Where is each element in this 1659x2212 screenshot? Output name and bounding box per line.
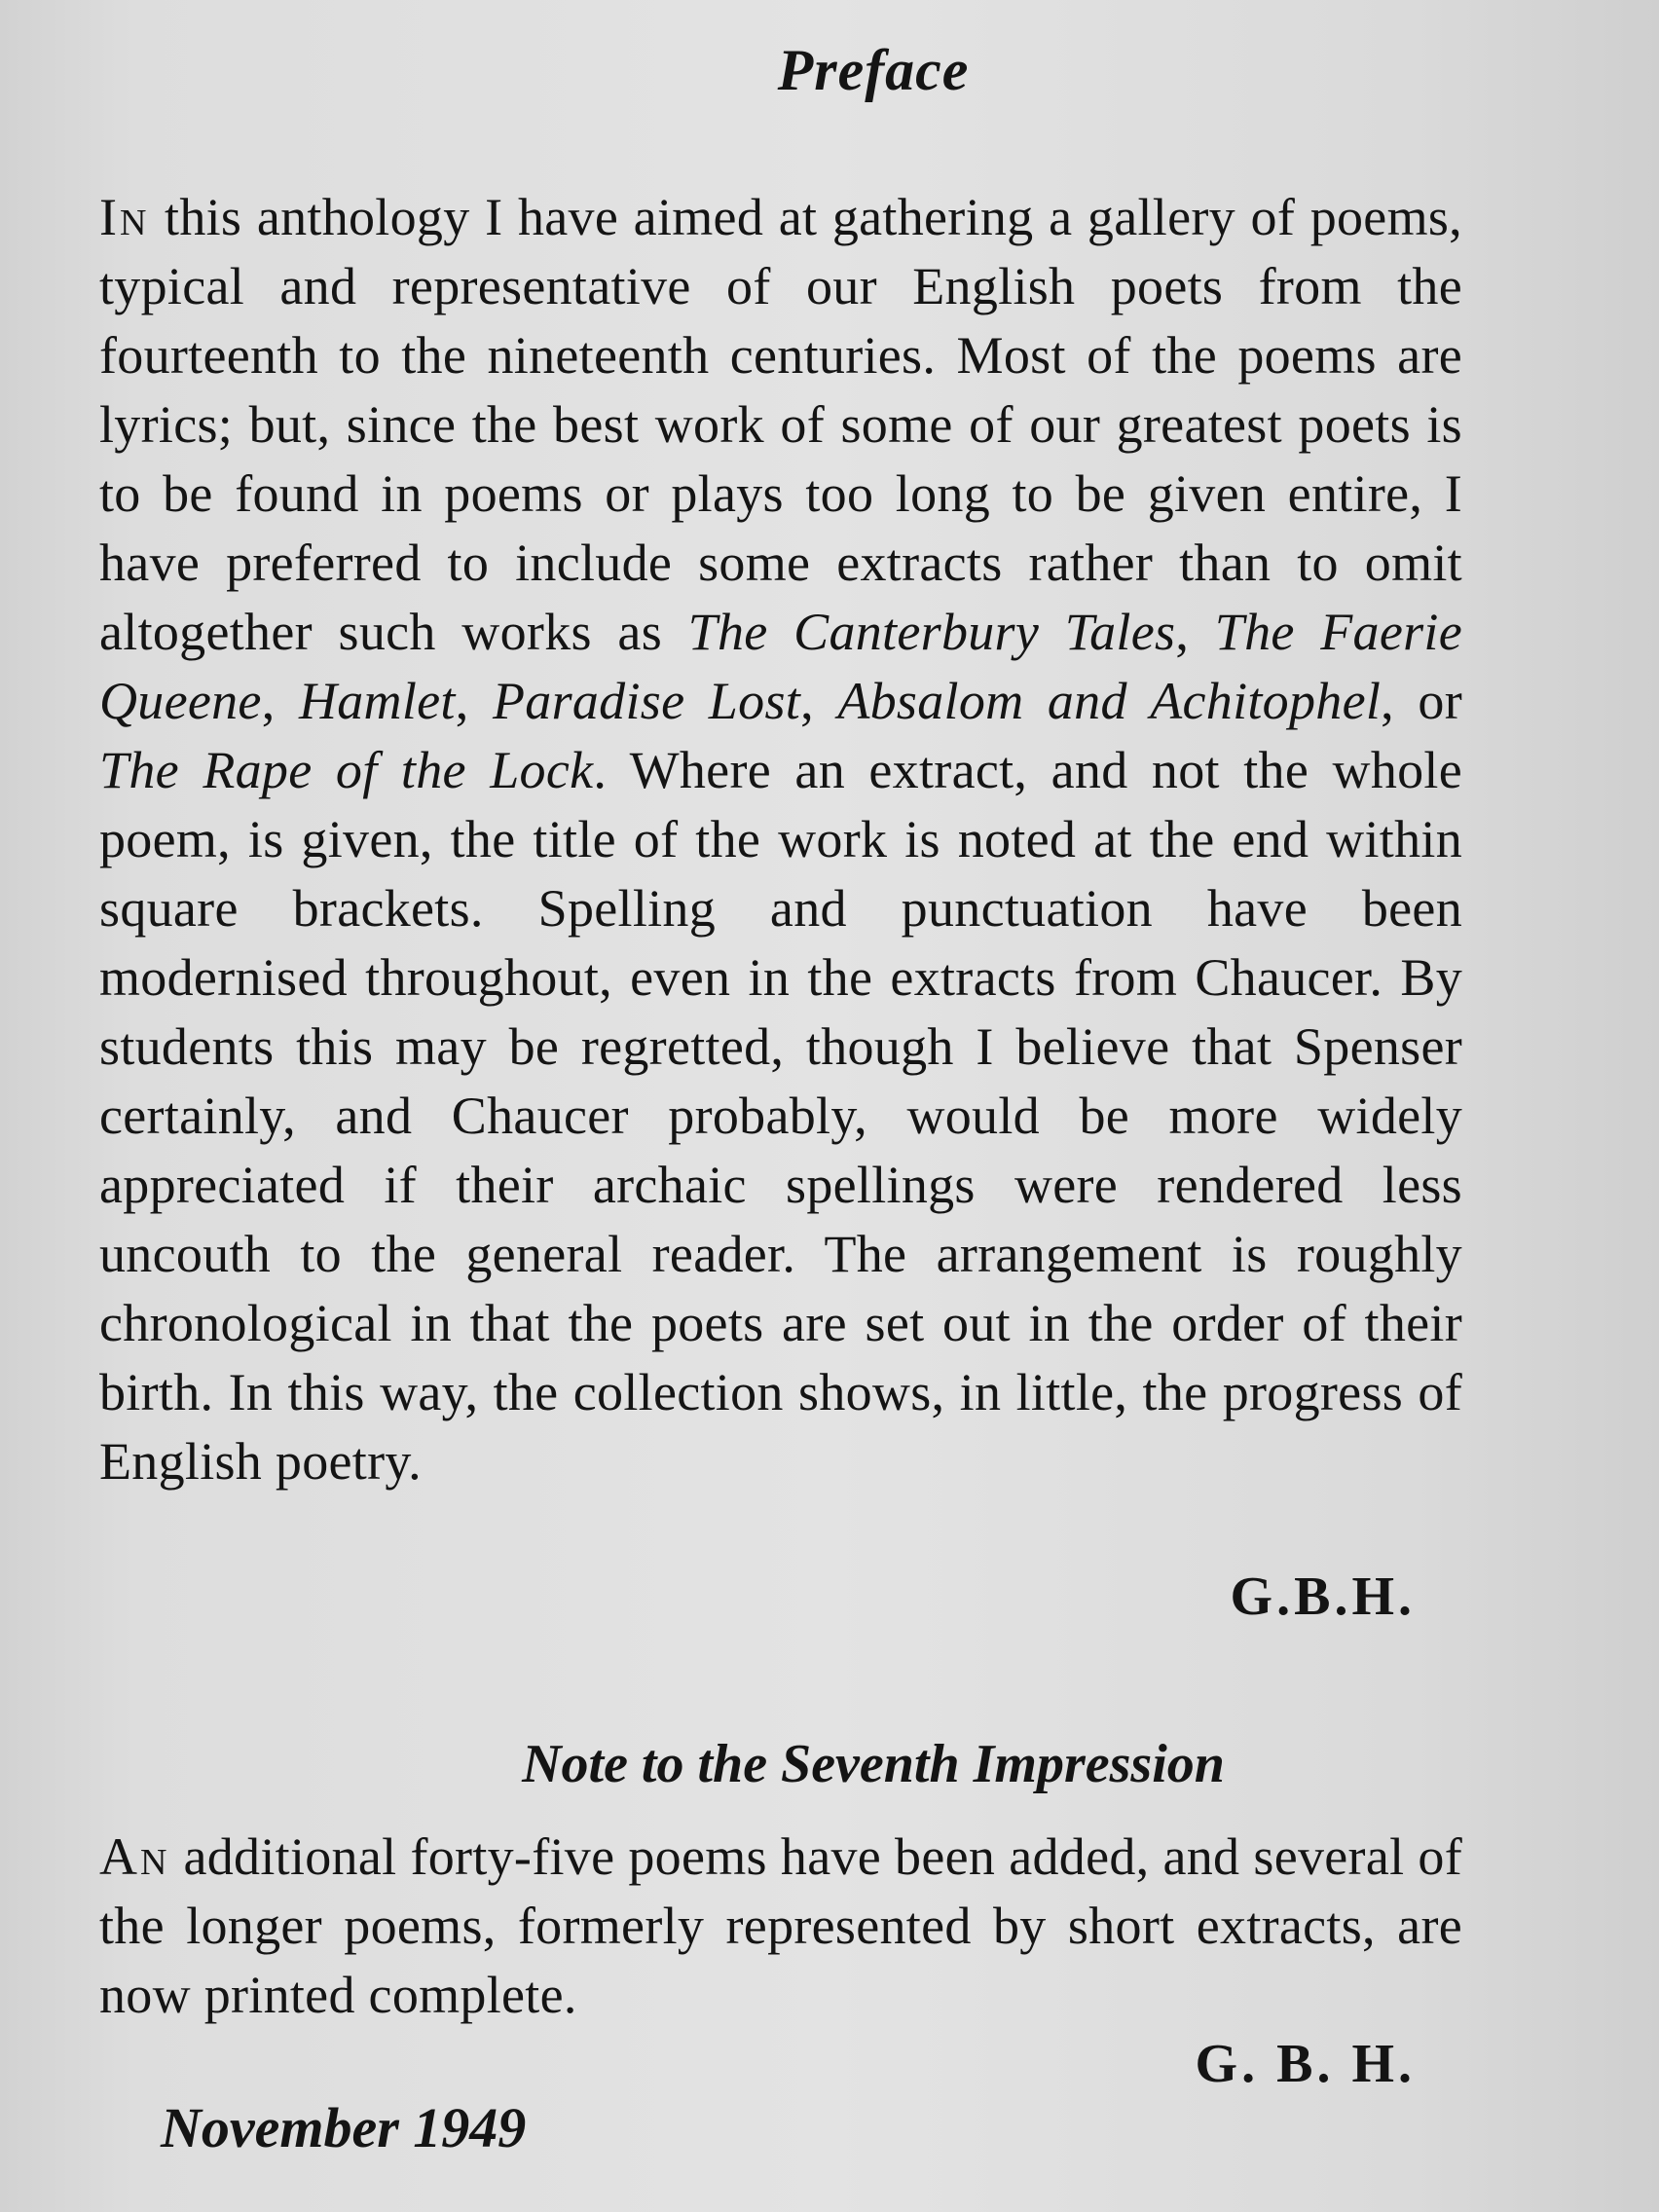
note-title: Note to the Seventh Impression — [522, 1734, 1225, 1794]
preface-title: Preface — [777, 38, 970, 102]
work-title: Absalom and Achitophel — [837, 672, 1382, 730]
preface-dropcap: In — [99, 188, 150, 246]
preface-body-rest: . Where an extract, and not the whole poem, is given, the title of the work is noted at the end within square brackets. Spelling and punctuation have been modernised throughout, even in the extracts from Chaucer. By students this may be regretted, though I believe that Spenser certainly, and Chaucer probably, would be more widely appreciated if their archaic spellings were rendered less uncouth to the general reader. The arrangement is roughly chronological in that the poets are set out in the order of their birth. In this way, the collection shows, in little, the progress of English poetry. — [99, 741, 1462, 1491]
note-body-text: additional forty-five poems have been added, and several of the longer poems, formerly represented by short extracts, are now printed complete. — [99, 1827, 1462, 2024]
note-date: November 1949 — [161, 2096, 527, 2159]
work-title: Hamlet — [298, 672, 456, 730]
preface-signature: G.B.H. — [1230, 1567, 1416, 1627]
note-paragraph — [99, 1823, 1462, 2030]
work-title: The Rape of the Lock — [99, 741, 594, 799]
work-title: The Canterbury Tales — [687, 603, 1176, 661]
preface-paragraph: In this anthology I have aimed at gathering a gallery of poems, typical and representative of our English poets from the fourteenth to the nineteenth centuries. Most of the poems are lyrics; but, since the best work of some of our greatest poets is to be found in poems or plays too long to be given entire, I have preferred to include some extracts rather than to omit altogether such works as The Canterbury Tales, The Faerie Queene, Hamlet, Paradise Lost, Absalom and Achitophel, or The Rape of the Lock. Where an extract, and not the whole poem, is given, the title of the work is noted at the end within square brackets. Spelling and punctuation have been modernised throughout, even in the extracts from Chaucer. By students this may be regretted, though I believe that Spenser certainly, and Chaucer probably, would be more widely appreciated if their archaic spellings were rendered less uncouth to the general reader. The arrangement is roughly chronological in that the poets are set out in the order of their birth. In this way, the collection shows, in little, the progress of English poetry. — [99, 188, 1462, 1491]
note-signature: G. B. H. — [1195, 2034, 1416, 2094]
work-title: The Faerie Queene — [99, 603, 1462, 730]
work-title: Paradise Lost — [492, 672, 801, 730]
preface-body-intro: this anthology I have aimed at gathering a gallery of poems, typical and representative of our English poets from the fourteenth to the nineteenth centuries. Most of the poems are lyrics; but, since the best work of some of our greatest poets is to be found in poems or plays too long to be given entire, I have preferred to include some extracts rather than to omit altogether such works as — [99, 188, 1462, 661]
note-dropcap: An — [99, 1827, 170, 1886]
